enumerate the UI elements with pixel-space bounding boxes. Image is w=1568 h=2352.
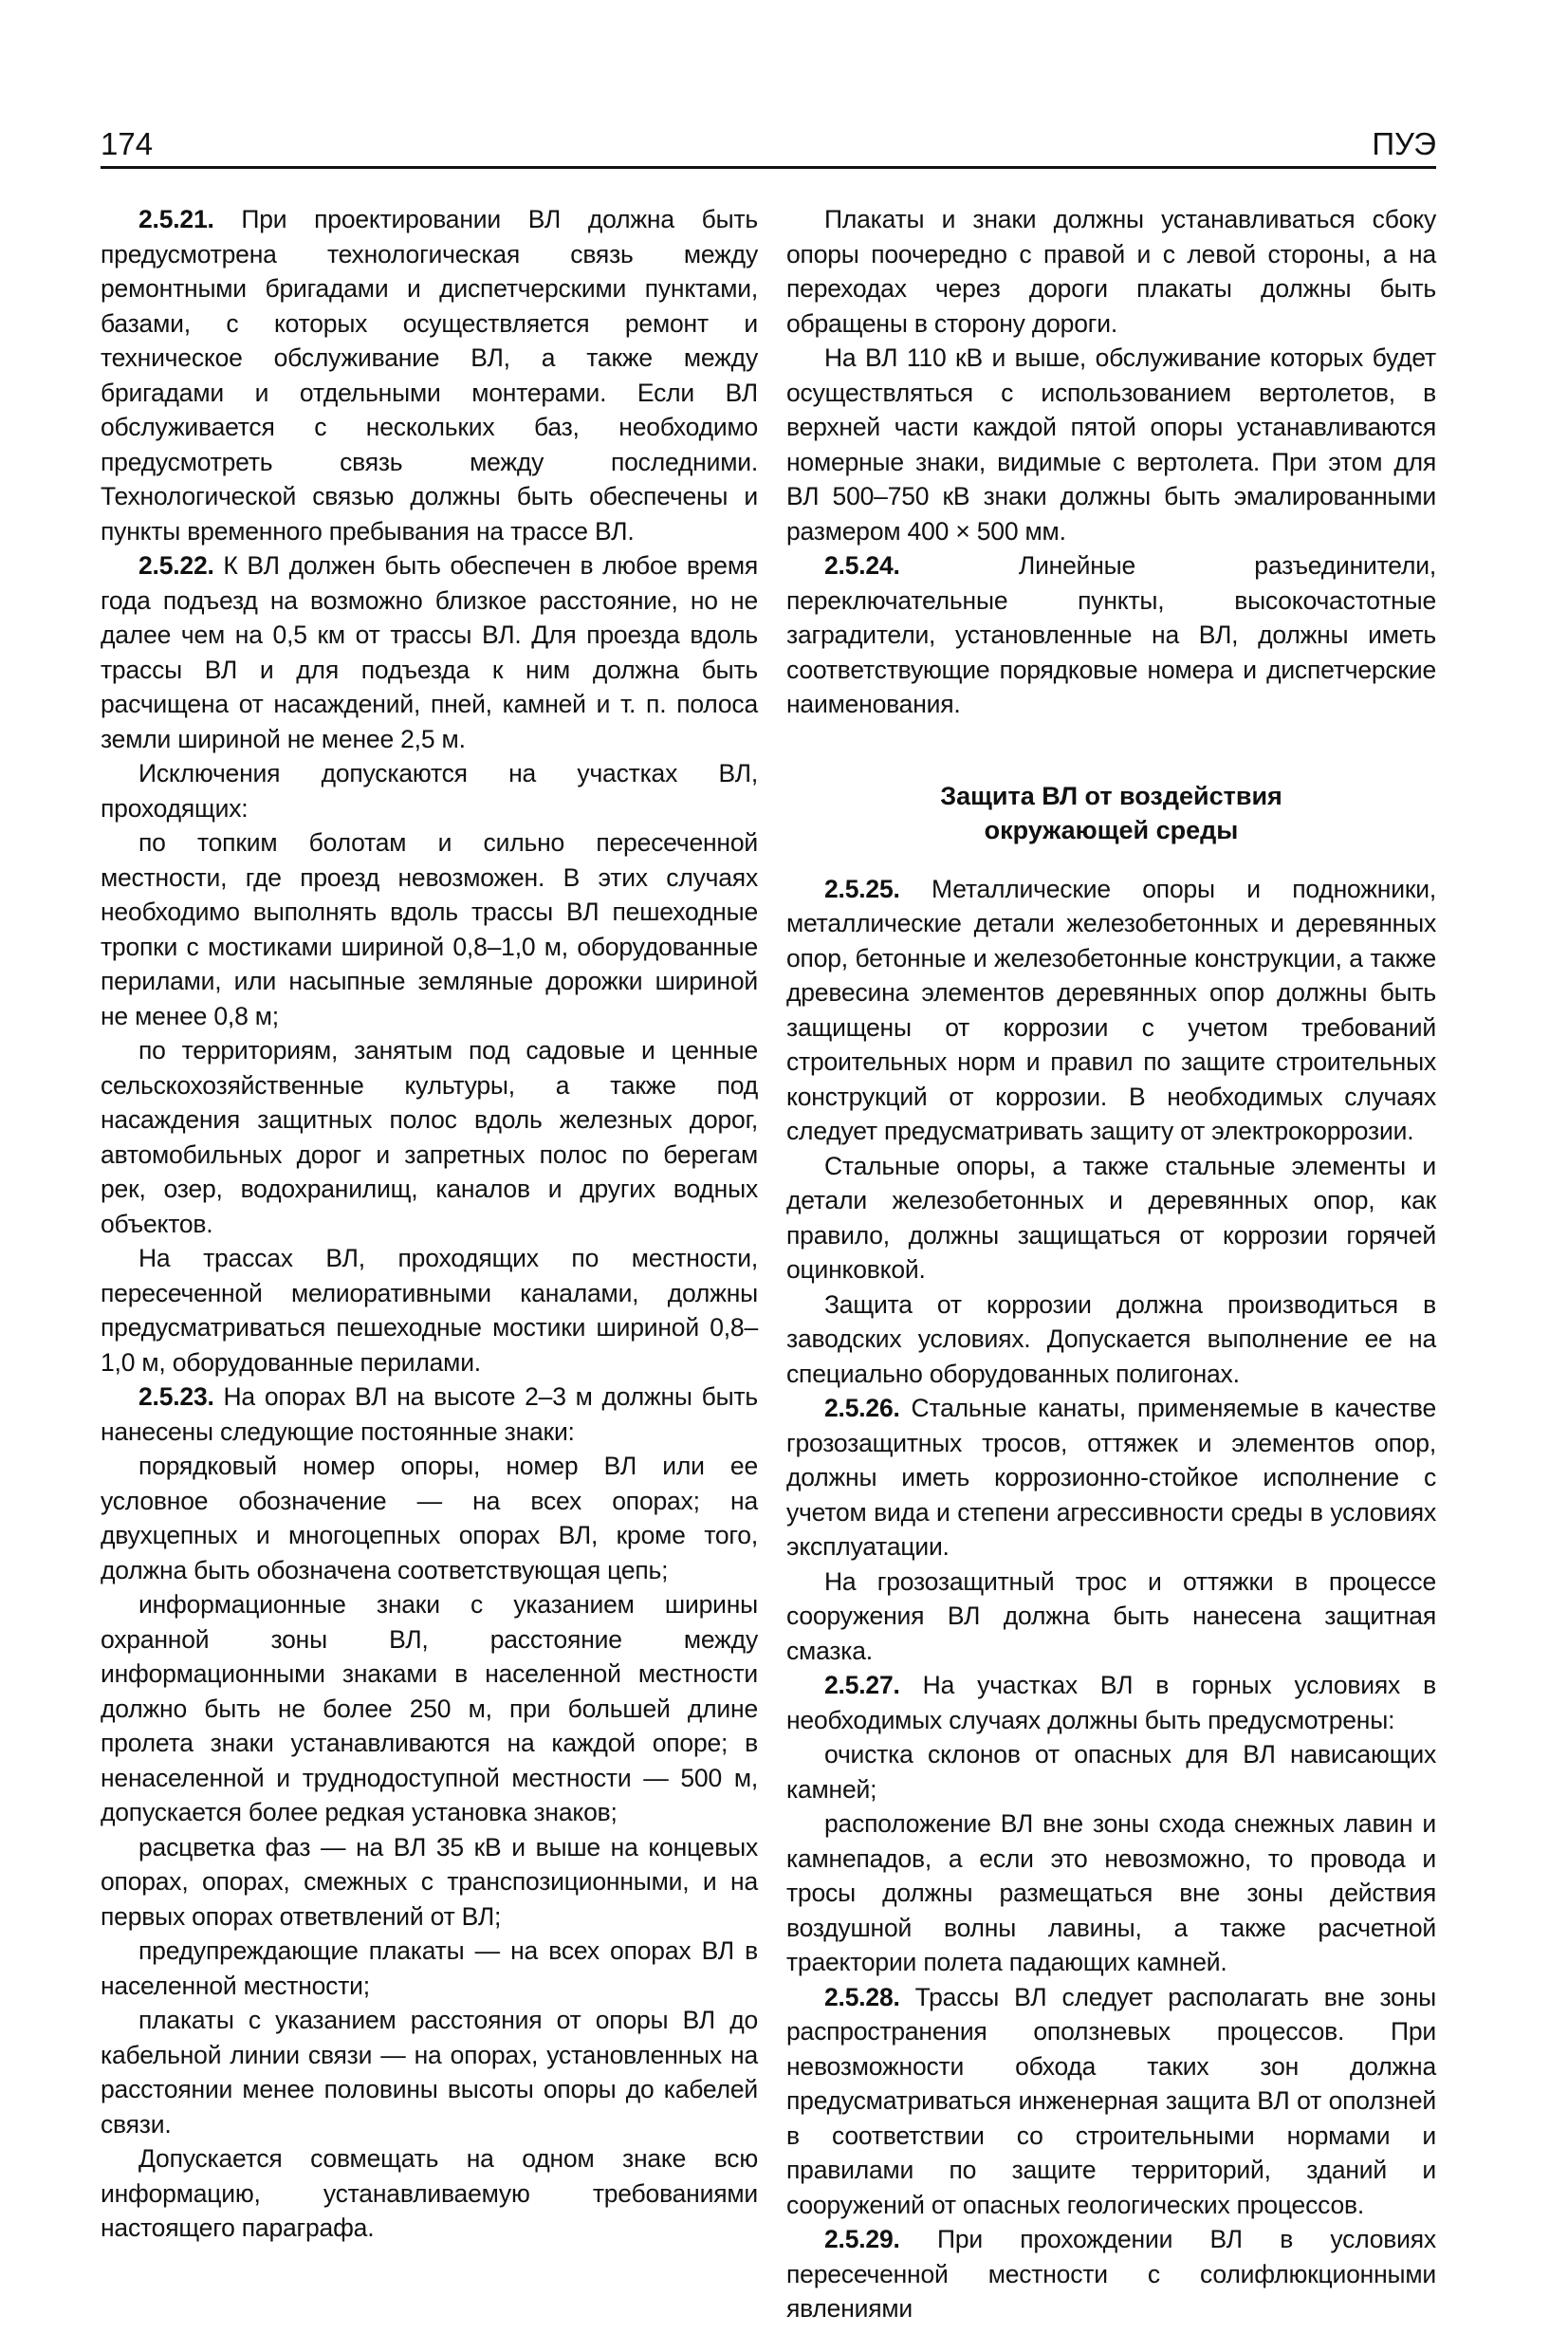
paragraph-text: На грозозащитный трос и оттяжки в процессе сооружения ВЛ должна быть нанесена защитная смазка. [786, 1566, 1436, 1665]
paragraph-text: Допускается совмещать на одном знаке всю информацию, устанавливаемую требованиями настоящего параграфа. [101, 2144, 758, 2242]
paragraph-text: Плакаты и знаки должны устанавливаться сбоку опоры поочередно с правой и с левой стороны, а на переходах через дороги плакаты должны быть обращены в сторону дороги. [786, 205, 1436, 338]
paragraph [786, 1668, 1436, 1737]
section-heading-line2: окружающей среды [984, 815, 1239, 844]
paragraph-text: Линейные разъединители, переключательные пункты, высокочастотные заградители, установленные на ВЛ, должны иметь соответствующие порядковые номера и диспетчерские наименования. [786, 551, 1436, 718]
right-column [786, 202, 1436, 2326]
paragraph [101, 1033, 758, 1241]
paragraph-text: На ВЛ 110 кВ и выше, обслуживание которых будет осуществляться с использованием вертолетов, в верхней части каждой пятой опоры устанавливаются номерные знаки, видимые с вертолета. При этом для ВЛ 500–750 кВ знаки должны быть эмалированными размером 400 × 500 мм. [786, 343, 1436, 546]
paragraph [101, 825, 758, 1033]
paragraph [786, 202, 1436, 341]
paragraph [101, 1934, 758, 2003]
paragraph-text: плакаты с указанием расстояния от опоры ВЛ до кабельной линии связи — на опорах, установленных на расстоянии менее половины высоты опоры до кабелей связи. [101, 2006, 758, 2139]
section-heading [786, 779, 1436, 847]
paragraph [101, 1380, 758, 1449]
paragraph [786, 1806, 1436, 1980]
paragraph [101, 548, 758, 756]
right-column-bottom [786, 872, 1436, 2326]
paragraph-text: На опорах ВЛ на высоте 2–3 м должны быть нанесены следующие постоянные знаки: [101, 1382, 758, 1446]
running-title: ПУЭ [1372, 126, 1436, 161]
paragraph [786, 1980, 1436, 2223]
paragraph [786, 1737, 1436, 1806]
paragraph [101, 2003, 758, 2141]
clause-number: 2.5.23. [138, 1382, 214, 1411]
paragraph-text: Трассы ВЛ следует располагать вне зоны распространения оползневых процессов. При невозможности обхода таких зон должна предусматриваться инженерная защита ВЛ от оползней в соответствии со строительными нормами и правилами по защите территорий, зданий и сооружений от опасных геологических процессов. [786, 1982, 1436, 2219]
paragraph-text: порядковый номер опоры, номер ВЛ или ее условное обозначение — на всех опорах; на двухцепных и многоцепных опорах ВЛ, кроме того, должна быть обозначена соответствующая цепь; [101, 1452, 758, 1584]
paragraph [101, 2141, 758, 2246]
clause-number: 2.5.25. [824, 874, 900, 903]
page-number: 174 [101, 126, 154, 161]
paragraph [786, 341, 1436, 548]
paragraph [786, 872, 1436, 1149]
paragraph-text: При проектировании ВЛ должна быть предусмотрена технологическая связь между ремонтными бригадами и диспетчерскими пунктами, базами, с которых осуществляется ремонт и техническое обслуживание ВЛ, а также между бригадами и отдельными монтерами. Если ВЛ обслуживается с нескольких баз, необходимо предусмотреть связь между последними. Технологической связью должны быть обеспечены и пункты временного пребывания на трассе ВЛ. [101, 205, 758, 546]
paragraph [101, 1449, 758, 1587]
clause-number: 2.5.24. [824, 551, 900, 580]
paragraph-text: Защита от коррозии должна производиться в заводских условиях. Допускается выполнение ее на специально оборудованных полигонах. [786, 1289, 1436, 1388]
paragraph [101, 1241, 758, 1380]
paragraph-text: по топким болотам и сильно пересеченной местности, где проезд невозможен. В этих случаях необходимо выполнять вдоль трассы ВЛ пешеходные тропки с мостиками шириной 0,8–1,0 м, оборудованные перилами, или насыпные земляные дорожки шириной не менее 0,8 м; [101, 828, 758, 1030]
right-column-top [786, 202, 1436, 722]
paragraph-text: На участках ВЛ в горных условиях в необходимых случаях должны быть предусмотрены: [786, 1671, 1436, 1734]
clause-number: 2.5.26. [824, 1394, 900, 1422]
paragraph-text: Исключения допускаются на участках ВЛ, проходящих: [101, 759, 758, 823]
paragraph-text: К ВЛ должен быть обеспечен в любое время года подъезд на возможно близкое расстояние, но не далее чем на 0,5 км от трассы ВЛ. Для проезда вдоль трассы ВЛ и для подъезда к ним должна быть расчищена от насаждений, пней, камней и т. п. полоса земли шириной не менее 2,5 м. [101, 551, 758, 753]
left-column [101, 202, 758, 2246]
clause-number: 2.5.29. [824, 2225, 900, 2253]
paragraph [786, 2222, 1436, 2326]
paragraph [101, 1830, 758, 1935]
paragraph-text: по территориям, занятым под садовые и ценные сельскохозяйственные культуры, а также под насаждения защитных полос вдоль железных дорог, автомобильных дорог и запретных полос по берегам рек, озер, водохранилищ, каналов и других водных объектов. [101, 1036, 758, 1238]
paragraph [101, 202, 758, 548]
paragraph [786, 1149, 1436, 1287]
paragraph [786, 1565, 1436, 1669]
paragraph-text: информационные знаки с указанием ширины охранной зоны ВЛ, расстояние между информационными знаками в населенной местности должно быть не более 250 м, при большей длине пролета знаки устанавливаются на каждой опоре; в ненаселенной и труднодоступной местности — 500 м, допускается более редкая установка знаков; [101, 1590, 758, 1826]
clause-number: 2.5.28. [824, 1982, 900, 2011]
paragraph [101, 1587, 758, 1830]
paragraph-text: расположение ВЛ вне зоны схода снежных лавин и камнепадов, а если это невозможно, то провода и тросы должны размещаться вне зоны действия воздушной волны лавины, а также расчетной траектории полета падающих камней. [786, 1809, 1436, 1976]
paragraph [101, 756, 758, 825]
page-header [101, 119, 1436, 169]
paragraph [786, 1391, 1436, 1565]
paragraph-text: На трассах ВЛ, проходящих по местности, пересеченной мелиоративными каналами, должны предусматриваться пешеходные мостики шириной 0,8–1,0 м, оборудованные перилами. [101, 1244, 758, 1377]
paragraph [786, 548, 1436, 722]
paragraph-text: расцветка фаз — на ВЛ 35 кВ и выше на концевых опорах, опорах, смежных с транспозиционными, и на первых опорах ответвлений от ВЛ; [101, 1832, 758, 1931]
clause-number: 2.5.27. [824, 1671, 900, 1699]
paragraph-text: предупреждающие плакаты — на всех опорах ВЛ в населенной местности; [101, 1936, 758, 2000]
paragraph [786, 1287, 1436, 1392]
paragraph-text: Металлические опоры и подножники, металлические детали железобетонных и деревянных опор, бетонные и железобетонные конструкции, а также древесина элементов деревянных опор должны быть защищены от коррозии с учетом требований строительных норм и правил по защите строительных конструкций от коррозии. В необходимых случаях следует предусматривать защиту от электрокоррозии. [786, 874, 1436, 1145]
paragraph-text: Стальные канаты, применяемые в качестве грозозащитных тросов, оттяжек и элементов опор, должны иметь коррозионно-стойкое исполнение с учетом вида и степени агрессивности среды в условиях эксплуатации. [786, 1394, 1436, 1561]
clause-number: 2.5.21. [138, 205, 214, 233]
paragraph-text: Стальные опоры, а также стальные элементы и детали железобетонных и деревянных опор, как правило, должны защищаться от коррозии горячей оцинковкой. [786, 1151, 1436, 1284]
paragraph-text: очистка склонов от опасных для ВЛ нависающих камней; [786, 1740, 1436, 1804]
clause-number: 2.5.22. [138, 551, 214, 580]
paragraph-text: При прохождении ВЛ в условиях пересеченной местности с солифлюкционными явлениями [786, 2225, 1436, 2323]
section-heading-line1: Защита ВЛ от воздействия [940, 781, 1282, 810]
